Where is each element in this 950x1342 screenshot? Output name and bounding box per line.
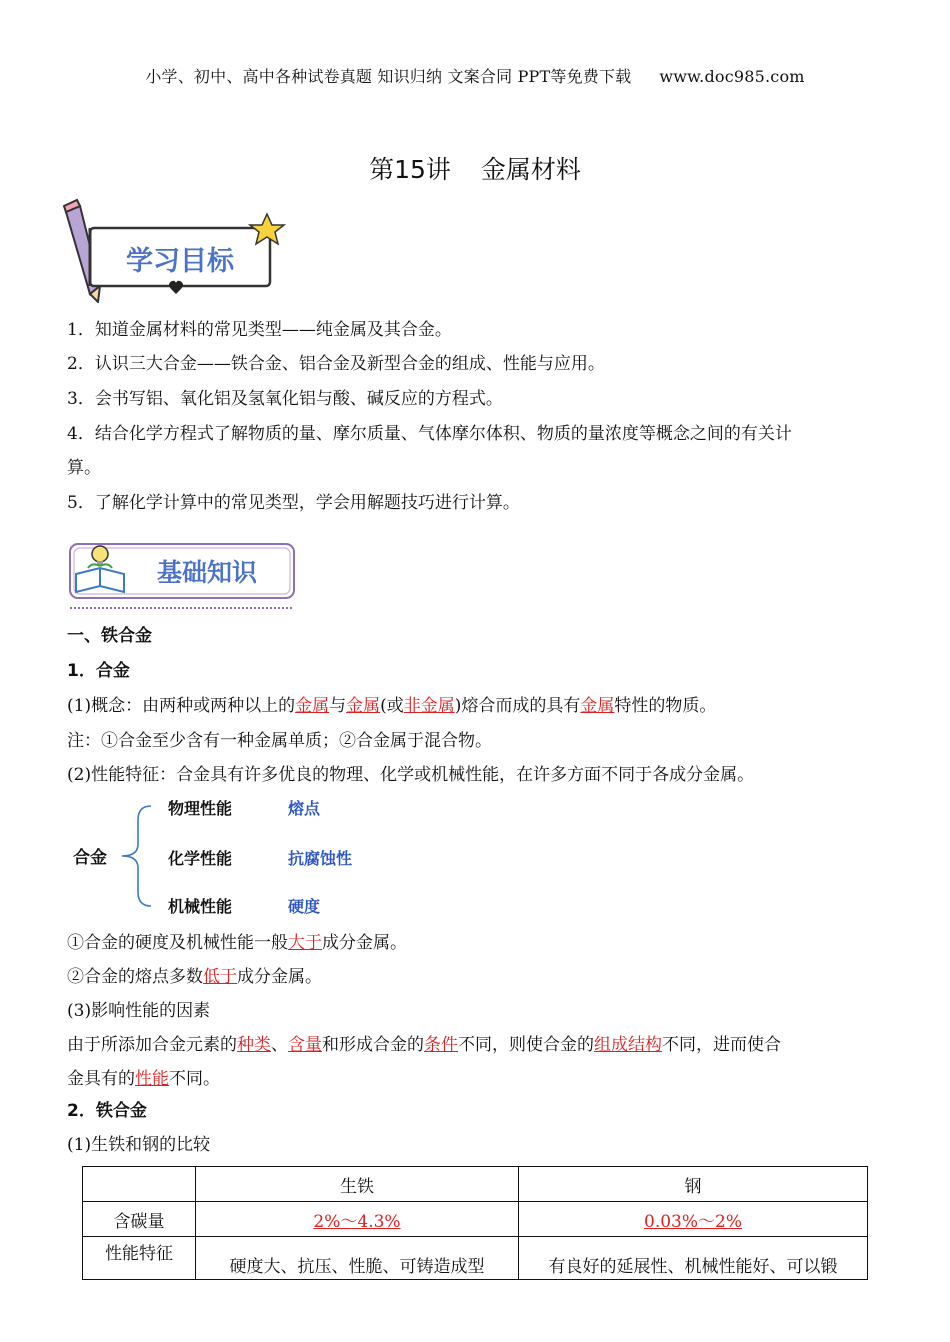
page-title [0,150,950,186]
blank-metal-1: 金属 [295,696,330,716]
table-row [83,1237,868,1280]
sub-alloy: 1．合金 [67,661,130,681]
learning-goals-banner [60,198,310,303]
table-header-pig-iron: 生铁 [196,1167,519,1202]
cell-iron-carbon: 2%～4.3% [196,1202,519,1237]
section-iron-alloy: 一、铁合金 [67,626,152,646]
header-url[interactable]: www.doc985.com [659,67,805,86]
title-lecture: 第15讲 [369,155,451,184]
sub-iron-alloy: 2．铁合金 [67,1101,147,1121]
table-header-steel: 钢 [519,1167,868,1202]
compare-title: (1)生铁和钢的比较 [67,1135,211,1155]
goal-3: 3．会书写铝、氧化铝及氢氧化铝与酸、碱反应的方程式。 [67,389,503,409]
tree-root-alloy: 合金 [73,848,107,868]
factors-line-2: 金具有的性能不同。 [67,1069,220,1089]
cell-iron-property: 硬度大、抗压、性脆、可铸造成型 [196,1237,519,1280]
banner-basics-text: 基础知识 [156,558,258,587]
blank-nonmetal: 非金属 [403,696,455,716]
page-header [0,64,950,87]
note-line: 注：①合金至少含有一种金属单质；②合金属于混合物。 [67,731,492,751]
goal-4: 4．结合化学方程式了解物质的量、摩尔质量、气体摩尔体积、物质的量浓度等概念之间的有关计 [67,424,792,444]
table-row [83,1202,868,1237]
title-topic: 金属材料 [480,155,581,184]
header-text: 小学、初中、高中各种试卷真题 知识归纳 文案合同 PPT等免费下载 [145,67,632,86]
tree-value-corrosion: 抗腐蚀性 [288,849,353,868]
basic-knowledge-banner [62,538,302,616]
table-header-row [83,1167,868,1202]
tree-label-chemical: 化学性能 [168,849,233,868]
banner-goals-text: 学习目标 [126,246,234,277]
tree-label-mechanical: 机械性能 [168,897,233,916]
comparison-table [82,1166,868,1280]
factors-title: (3)影响性能的因素 [67,1001,211,1021]
goal-5: 5．了解化学计算中的常见类型，学会用解题技巧进行计算。 [67,493,520,513]
tree-value-hardness: 硬度 [288,897,321,916]
table-header-empty [83,1167,196,1202]
tree-value-melting: 熔点 [288,799,321,818]
blank-metal-2: 金属 [346,696,381,716]
blank-metal-3: 金属 [580,696,615,716]
point-1: ①合金的硬度及机械性能一般大于成分金属。 [67,933,407,953]
features-intro: (2)性能特征：合金具有许多优良的物理、化学或机械性能，在许多方面不同于各成分金属。 [67,765,755,785]
goal-2: 2．认识三大合金——铁合金、铝合金及新型合金的组成、性能与应用。 [67,354,605,374]
tree-brace [118,800,163,912]
goal-1: 1．知道金属材料的常见类型——纯金属及其合金。 [67,320,452,340]
factors-line-1: 由于所添加合金元素的种类、含量和形成合金的条件不同，则使合金的组成结构不同，进而使合 [67,1035,781,1055]
cell-steel-property: 有良好的延展性、机械性能好、可以锻 [519,1237,868,1280]
row-label-property: 性能特征 [83,1237,196,1280]
row-label-carbon: 含碳量 [83,1202,196,1237]
goal-4-cont: 算。 [67,458,101,478]
cell-steel-carbon: 0.03%～2% [519,1202,868,1237]
concept-line: (1)概念：由两种或两种以上的金属与金属(或非金属)熔合而成的具有金属特性的物质。 [67,696,717,716]
tree-label-physical: 物理性能 [168,799,233,818]
point-2: ②合金的熔点多数低于成分金属。 [67,967,322,987]
